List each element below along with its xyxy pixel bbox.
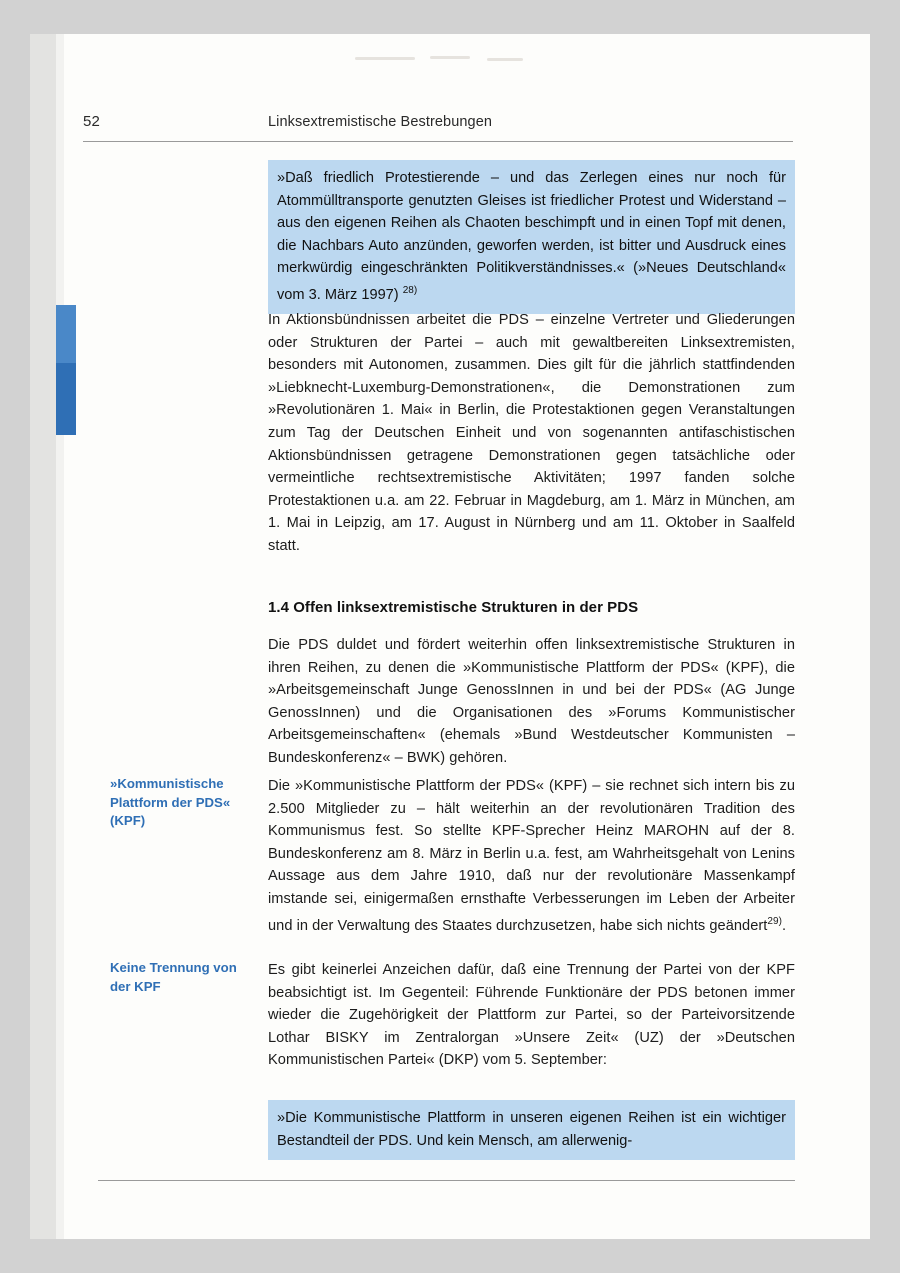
paragraph-3 [268, 775, 795, 937]
margin-note-kpf: »Kommunistische Plattform der PDS« (KPF) [110, 776, 231, 828]
page-gutter-shadow [30, 34, 56, 1239]
paragraph-2: Die PDS duldet und fördert weiterhin offen linksextremistische Strukturen in ihren Reihen, zu denen die »Kommunistische Plattform der PDS« (KPF), die »Arbeitsgemeinschaft Junge GenossInnen in und bei der PDS« (AG Junge GenossInnen) und die Organisationen des »Forums Kommunistischer Arbeitsgemeinschaften« (ehemals »Bund Westdeutscher Kommunisten – Bundeskonferenz« – BWK) gehören. [268, 637, 795, 766]
chapter-tab-marker-highlight [56, 305, 76, 363]
page-number: 52 [83, 113, 101, 130]
paragraph-1: In Aktionsbündnissen arbeitet die PDS – einzelne Vertreter und Gliederungen oder Strukturen der Partei – auch mit gewaltbereiten Linksextremisten, besonders mit Autonomen, zusammen. Dies gilt für die jährlich stattfindenden »Liebknecht-Luxemburg-Demonstrationen«, die Demonstrationen zum »Revolutionären 1. Mai« in Berlin, die Protestaktionen gegen Veranstaltungen zum Tag der Deutschen Einheit und von sogenannten antifaschistischen Aktionsbündnissen getragene Demonstrationen gegen tatsächliche oder vermeintliche rechtsextremistische Aktivitäten; 1997 fanden solche Protestaktionen u.a. am 22. Februar in Magdeburg, am 1. März in München, am 1. Mai in Leipzig, am 17. August in Nürnberg und am 11. Oktober in Saalfeld statt. [268, 312, 795, 554]
paragraph-3-text: Die »Kommunistische Plattform der PDS« (KPF) – sie rechnet sich intern bis zu 2.500 Mitglieder zu – hält weiterhin an der revolutionären Tradition des Kommunismus fest. So stellte KPF-Sprecher Heinz MAROHN auf der 8. Bundeskonferenz am 8. März in Berlin u.a. fest, am Wahrheitsgehalt von Lenins Aussage aus dem Jahre 1910, daß nur der revolutionäre Massenkampf imstande sei, einigermaßen ernsthafte Verbesserungen im Leben der Arbeiter und in der Verwaltung des Staates durchzusetzen, habe sich nichts geändert [268, 778, 795, 934]
paragraph-4: Es gibt keinerlei Anzeichen dafür, daß eine Trennung der Partei von der KPF beabsichtigt ist. Im Gegenteil: Führende Funktionäre der PDS betonen immer wieder die Zugehörigkeit der Plattform zur Partei, so der Parteivorsitzende Lothar BISKY im Zentralorgan »Unsere Zeit« (UZ) der »Deutschen Kommunistischen Partei« (DKP) vom 5. September: [268, 962, 795, 1069]
paragraph-3-tail: . [782, 917, 787, 934]
page-gutter-light [56, 34, 64, 1239]
scan-artifact [430, 56, 470, 59]
margin-note-keine-trennung: Keine Trennung von der KPF [110, 960, 237, 994]
section-heading-1-4: 1.4 Offen linksextremistische Strukturen in der PDS [268, 599, 639, 616]
header-rule [83, 141, 793, 142]
footnote-marker-29: 29) [767, 915, 783, 927]
blockquote-2: »Die Kommunistische Plattform in unseren eigenen Reihen ist ein wichtiger Bestandteil der PDS. Und kein Mensch, am allerwenig- [268, 1100, 795, 1160]
scan-artifact [355, 57, 415, 60]
footer-rule [98, 1180, 795, 1181]
footnote-marker-28: 28) [402, 284, 418, 296]
blockquote-1 [268, 160, 795, 314]
scan-artifact [487, 58, 523, 61]
running-head: Linksextremistische Bestrebungen [268, 114, 493, 130]
blockquote-1-text: »Daß friedlich Protestierende – und das Zerlegen eines nur noch für Atommülltransporte genutzten Gleises ist friedlicher Protest und Widerstand – aus den eigenen Reihen als Chaoten beschimpft und in einen Topf mit denen, die Nachbars Auto anzünden, geworfen werden, ist bitter und Ausdruck eines merkwürdig eingeschränkten Politikverständnisses.« (»Neues Deutschland« vom 3. März 1997) [277, 170, 786, 303]
